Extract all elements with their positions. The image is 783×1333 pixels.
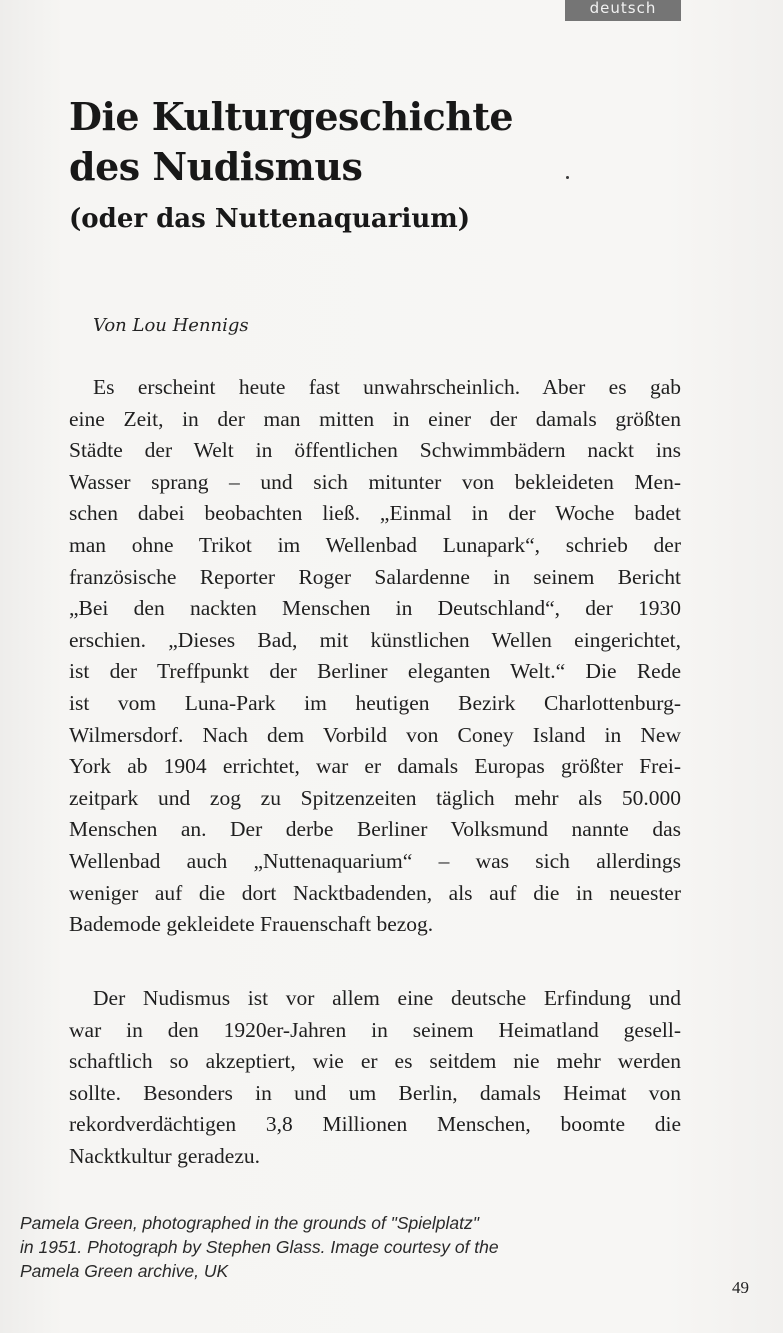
text-line: Wilmersdorf. Nach dem Vorbild von Coney Island in New	[69, 722, 681, 747]
text-line: Der Nudismus ist vor allem eine deutsche Erfindung und	[93, 986, 681, 1010]
page-number: 49	[732, 1278, 749, 1297]
text-line: Nacktkultur geradezu.	[69, 1143, 261, 1168]
text-line: war in den 1920er-Jahren in seinem Heimatland gesell-	[69, 1017, 681, 1042]
text-line: schaftlich so akzeptiert, wie er es seitdem nie mehr werden	[69, 1049, 681, 1074]
body-paragraph-2	[69, 983, 681, 1173]
text-line: Menschen an. Der derbe Berliner Volksmund nannte das	[69, 817, 681, 842]
caption-line-1: Pamela Green, photographed in the grounds of "Spielplatz"	[20, 1213, 479, 1233]
text-line: „Bei den nackten Menschen in Deutschland“, der 1930	[69, 596, 681, 621]
text-line: York ab 1904 errichtet, war er damals Europas größter Frei-	[69, 754, 681, 779]
text-line: Bademode gekleidete Frauenschaft bezog.	[69, 912, 434, 937]
text-line: Wasser sprang – und sich mitunter von bekleideten Men-	[69, 469, 681, 494]
text-line: Es erscheint heute fast unwahrscheinlich. Aber es gab	[93, 375, 681, 399]
article-title	[69, 92, 513, 192]
text-line: ist vom Luna-Park im heutigen Bezirk Charlottenburg-	[69, 690, 681, 715]
text-line: französische Reporter Roger Salardenne in seinem Bericht	[69, 564, 681, 589]
text-line: ist der Treffpunkt der Berliner eleganten Welt.“ Die Rede	[69, 659, 681, 684]
title-line-1: Die Kulturgeschichte	[69, 94, 514, 139]
photo-caption	[20, 1211, 499, 1283]
text-line: schen dabei beobachten ließ. „Einmal in der Woche badet	[69, 501, 681, 526]
language-tab: deutsch	[565, 0, 681, 21]
text-line: rekordverdächtigen 3,8 Millionen Menschen, boomte die	[69, 1112, 681, 1137]
title-line-2: des Nudismus	[69, 144, 363, 189]
text-line: sollte. Besonders in und um Berlin, damals Heimat von	[69, 1080, 681, 1105]
text-line: man ohne Trikot im Wellenbad Lunapark“, schrieb der	[69, 532, 681, 557]
body-paragraph-1	[69, 372, 681, 941]
text-line: Städte der Welt in öffentlichen Schwimmbädern nackt ins	[69, 438, 681, 463]
print-speck	[566, 176, 569, 179]
article-subtitle: (oder das Nuttenaquarium)	[69, 204, 471, 234]
text-line: weniger auf die dort Nacktbadenden, als auf die in neuester	[69, 880, 681, 905]
text-line: erschien. „Dieses Bad, mit künstlichen Wellen eingerichtet,	[69, 627, 681, 652]
caption-line-3: Pamela Green archive, UK	[20, 1261, 229, 1281]
byline: Von Lou Hennigs	[93, 315, 249, 336]
text-line: zeitpark und zog zu Spitzenzeiten täglich mehr als 50.000	[69, 785, 681, 810]
caption-line-2: in 1951. Photograph by Stephen Glass. Image courtesy of the	[20, 1237, 499, 1257]
text-line: eine Zeit, in der man mitten in einer der damals größten	[69, 406, 681, 431]
text-line: Wellenbad auch „Nuttenaquarium“ – was sich allerdings	[69, 848, 681, 873]
